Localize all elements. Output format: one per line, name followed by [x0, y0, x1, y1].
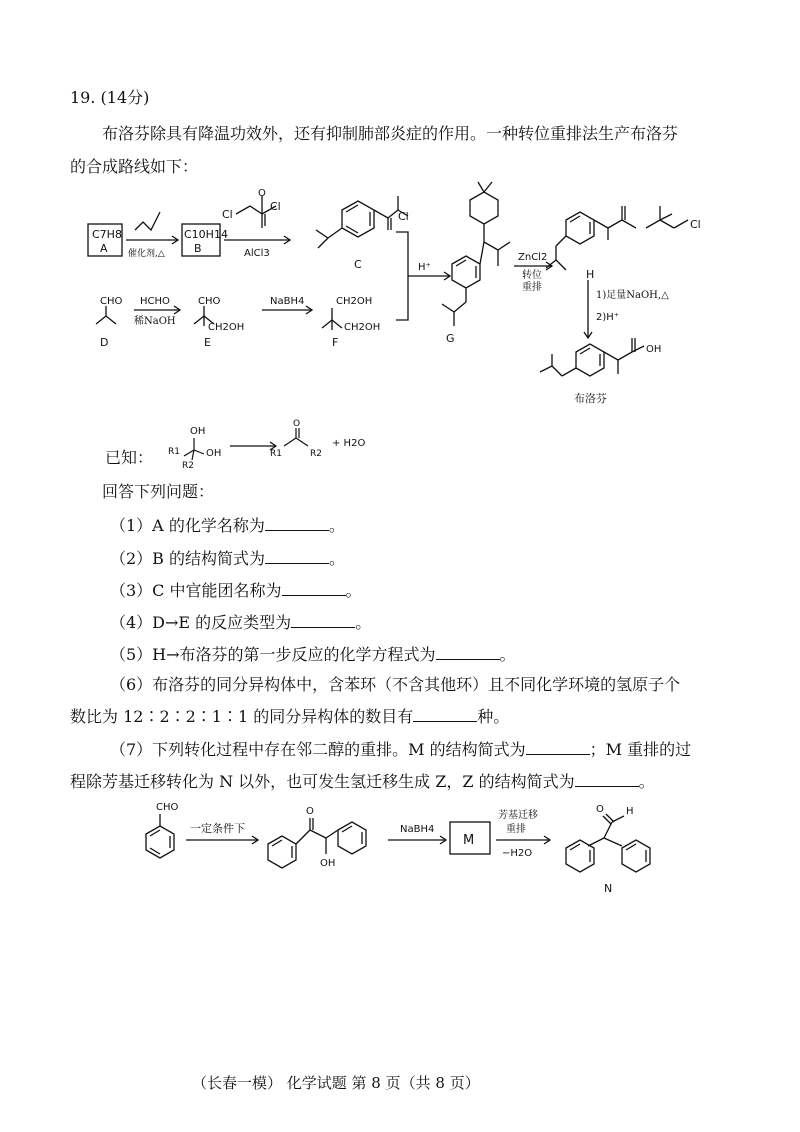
q7-blank-m[interactable] [526, 740, 590, 755]
q7-text-b: ；M 重排的过 [589, 740, 692, 759]
letter-c: C [354, 258, 362, 271]
ibuprofen-name: 布洛芬 [574, 392, 607, 405]
q1-blank[interactable] [265, 516, 329, 531]
letter-d: D [100, 336, 109, 349]
s7-o2: O [596, 804, 604, 815]
benzaldehyde-structure [146, 814, 174, 858]
s7-rearr: 重排 [506, 824, 526, 835]
question-6-line-1: （6）布洛芬的同分异构体中，含苯环（不含其他环）且不同化学环境的氢原子个 [110, 675, 681, 694]
s7-oh: OH [320, 858, 336, 869]
question-7-line-1 [110, 740, 691, 760]
synthesis-route [0, 180, 800, 600]
q3-text: （3）C 中官能团名称为 [110, 581, 282, 600]
ibuprofen-structure [540, 338, 644, 376]
q7-text-d: 。 [638, 772, 655, 791]
chongpai: 重排 [522, 282, 542, 293]
letter-f: F [332, 336, 339, 349]
s7-m: M [463, 833, 475, 848]
known-oh2: OH [206, 448, 222, 459]
question-5 [110, 645, 516, 665]
acyl-chloride-structure [236, 206, 262, 228]
letter-g: G [446, 332, 455, 345]
s7-minus-water: −H2O [502, 848, 533, 859]
s7-n: N [604, 882, 613, 895]
d-cho: CHO [100, 296, 123, 307]
zncl2: ZnCl2 [518, 252, 548, 263]
e-ch2oh: CH2OH [208, 322, 245, 333]
known-reaction [160, 420, 460, 470]
h-plus: H⁺ [418, 262, 431, 273]
s7-h: H [626, 806, 634, 817]
letter-a: A [100, 242, 108, 255]
known-r1: R1 [168, 447, 180, 457]
compound-n-structure [566, 814, 650, 872]
step1: 1)足量NaOH,△ [596, 290, 669, 301]
q3-blank[interactable] [282, 581, 346, 596]
acyl-o: O [258, 188, 266, 199]
intro-line-1: 布洛芬除具有降温功效外，还有抑制肺部炎症的作用。一种转位重排法生产布洛芬 [102, 124, 679, 143]
q6-blank[interactable] [413, 707, 477, 722]
known-pr1: R1 [270, 449, 282, 459]
rearrangement-scheme [0, 800, 800, 910]
hcho: HCHO [140, 296, 170, 307]
cond-b: AlCl3 [244, 248, 270, 259]
question-7-line-2 [70, 772, 655, 792]
nabh4: NaBH4 [270, 296, 305, 307]
question-header [70, 88, 149, 108]
q5-end: 。 [499, 645, 516, 664]
acid-oh: OH [646, 344, 662, 355]
compound-d-structure [96, 306, 116, 324]
zhuanwei: 转位 [522, 270, 542, 281]
q5-text: （5）H→布洛芬的第一步反应的化学方程式为 [110, 645, 436, 664]
q4-blank[interactable] [291, 613, 355, 628]
compound-c-structure [316, 196, 408, 248]
q6-text: 数比为 12∶2∶2∶1∶1 的同分异构体的数目有 [70, 707, 414, 726]
q7-blank-z[interactable] [575, 772, 639, 787]
question-score: (14分) [100, 88, 150, 107]
question-number: 19. [70, 88, 96, 107]
naoh-dilute: 稀NaOH [134, 316, 176, 327]
propene-structure [135, 212, 160, 230]
question-4 [110, 613, 371, 633]
q4-text: （4）D→E 的反应类型为 [110, 613, 292, 632]
q4-end: 。 [355, 613, 372, 632]
acyl-cl-2: Cl [270, 200, 281, 213]
q6-end: 种。 [477, 707, 510, 726]
c-cl: Cl [398, 210, 409, 223]
s7-nabh4: NaBH4 [400, 824, 435, 835]
acyl-cl: Cl [222, 208, 233, 221]
merge-bracket [396, 232, 408, 320]
question-2 [110, 549, 345, 569]
q1-end: 。 [328, 516, 345, 535]
e-cho: CHO [198, 296, 221, 307]
known-o: O [293, 419, 301, 429]
question-1 [110, 516, 345, 536]
s7-aryl: 芳基迁移 [498, 810, 538, 821]
q5-blank[interactable] [436, 645, 500, 660]
formula-a: C7H8 [92, 228, 122, 241]
q2-end: 。 [329, 549, 346, 568]
q2-blank[interactable] [265, 549, 329, 564]
cond-a: 催化剂,△ [128, 249, 165, 259]
question-3 [110, 581, 362, 601]
intro-line-2: 的合成路线如下： [70, 157, 199, 176]
compound-h-structure [546, 206, 688, 270]
q3-end: 。 [345, 581, 362, 600]
known-water: + H2O [332, 438, 366, 449]
f-ch2oh-bot: CH2OH [344, 322, 381, 333]
known-oh1: OH [190, 426, 206, 437]
known-r2: R2 [182, 461, 194, 471]
q7-text-c: 程除芳基迁移转化为 N 以外，也可发生氢迁移生成 Z，Z 的结构简式为 [70, 772, 575, 791]
compound-f-structure [322, 308, 342, 330]
q2-text: （2）B 的结构简式为 [110, 549, 266, 568]
compound-g-structure [442, 182, 510, 326]
q7-text-a: （7）下列转化过程中存在邻二醇的重排。M 的结构简式为 [110, 740, 526, 759]
known-pr2: R2 [310, 449, 322, 459]
q1-text: （1）A 的化学名称为 [110, 516, 265, 535]
s7-o: O [306, 806, 314, 817]
question-6-line-2 [70, 707, 509, 727]
letter-e: E [204, 336, 211, 349]
benzoin-structure [268, 818, 366, 868]
known-label: 已知： [105, 448, 154, 467]
s7-cond1: 一定条件下 [190, 822, 245, 835]
step2: 2)H⁺ [596, 312, 620, 323]
h-cl: Cl [690, 218, 701, 231]
letter-b: B [194, 242, 202, 255]
letter-h: H [586, 268, 595, 281]
formula-b: C10H14 [184, 228, 228, 241]
f-ch2oh-top: CH2OH [336, 296, 373, 307]
s7-cho: CHO [156, 802, 179, 813]
answer-intro: 回答下列问题： [102, 482, 215, 501]
page-footer: （长春一模） 化学试题 第 8 页（共 8 页） [192, 1074, 480, 1092]
